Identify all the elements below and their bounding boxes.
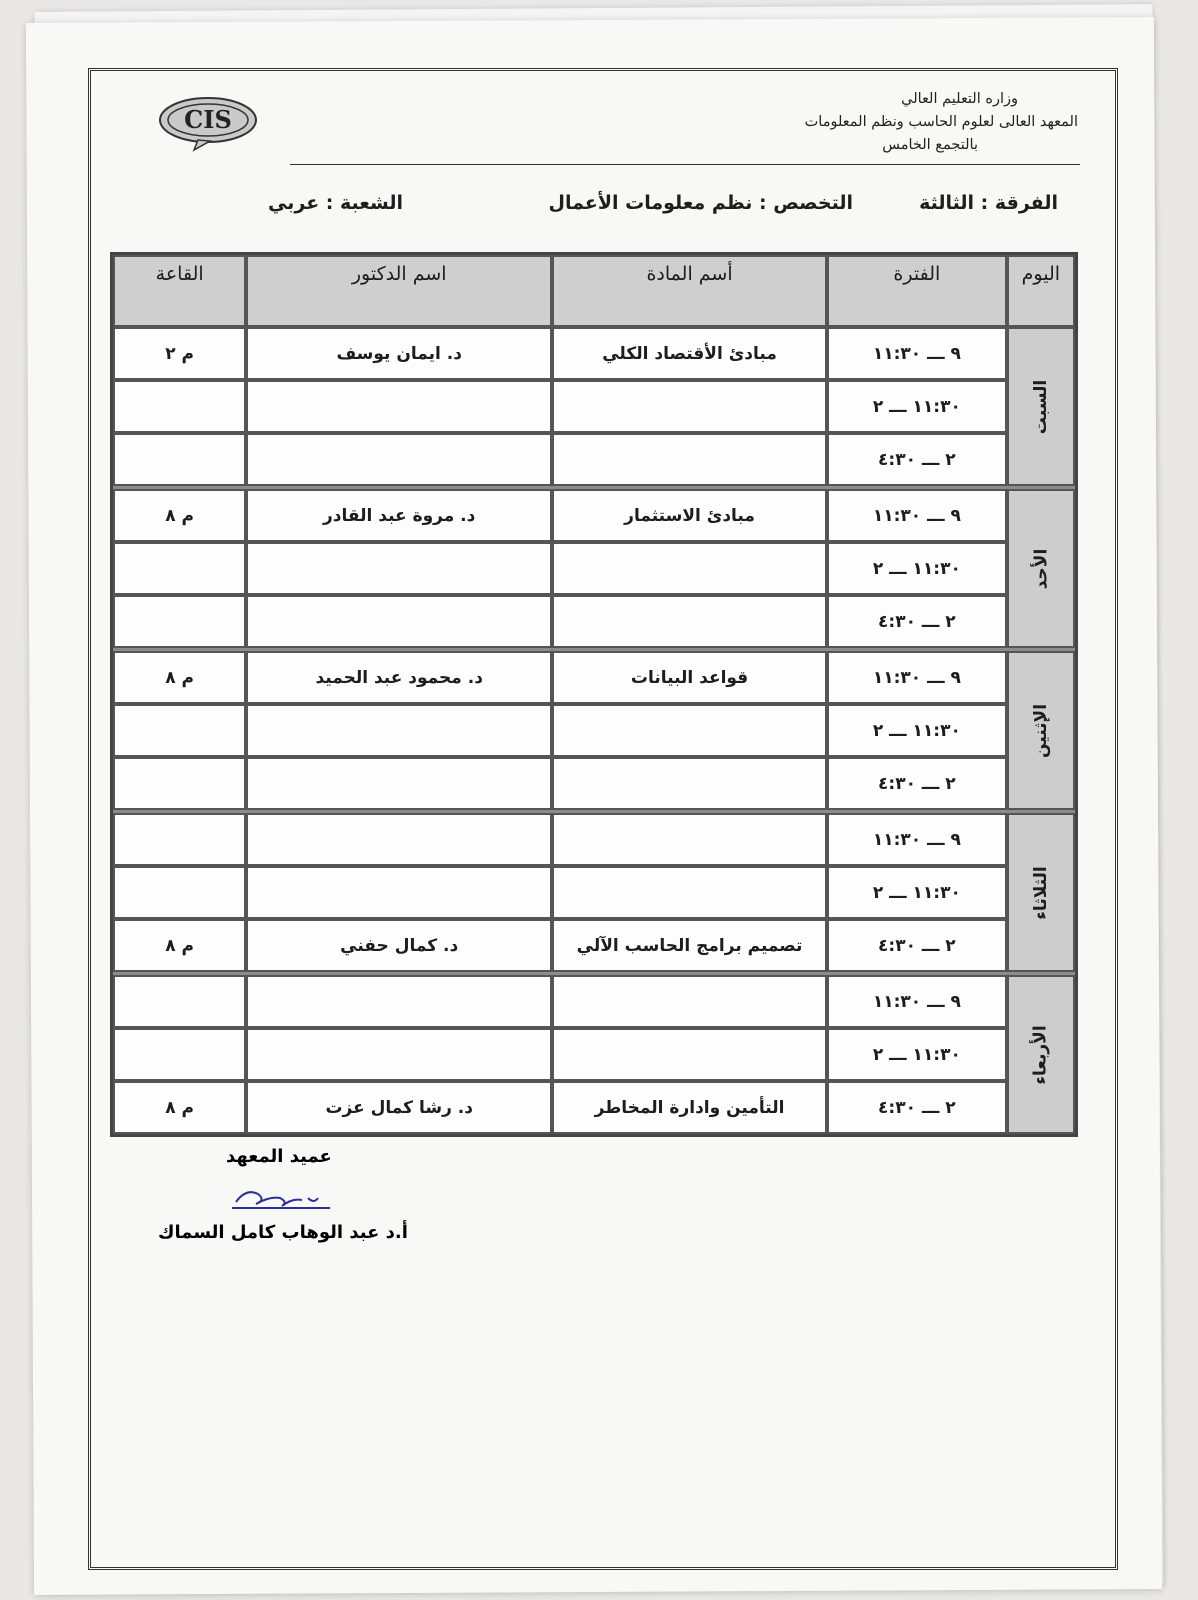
specialization-label: التخصص : نظم معلومات الأعمال [548, 192, 853, 214]
period-cell: ٢ ـــ ٤:٣٠ [827, 757, 1007, 810]
doctor-cell: د. ايمان يوسف [246, 327, 552, 380]
dean-title: عميد المعهد [226, 1146, 332, 1167]
period-cell: ٩ ـــ ١١:٣٠ [827, 813, 1007, 866]
table-row [113, 595, 1075, 648]
header-room: القاعة [113, 255, 246, 327]
subject-cell: قواعد البيانات [552, 651, 827, 704]
section-label: الشعبة : عربي [268, 192, 403, 214]
subject-cell [552, 380, 827, 433]
room-cell [113, 757, 246, 810]
doctor-cell: د. محمود عبد الحميد [246, 651, 552, 704]
period-cell: ٩ ـــ ١١:٣٠ [827, 651, 1007, 704]
period-cell: ٢ ـــ ٤:٣٠ [827, 433, 1007, 486]
day-cell [1007, 651, 1075, 810]
doctor-cell [246, 866, 552, 919]
room-cell: م ٢ [113, 327, 246, 380]
period-cell: ٩ ـــ ١١:٣٠ [827, 975, 1007, 1028]
subject-cell [552, 975, 827, 1028]
room-cell: م ٨ [113, 919, 246, 972]
room-cell [113, 380, 246, 433]
dean-signature [226, 1178, 336, 1214]
period-cell: ١١:٣٠ ـــ ٢ [827, 704, 1007, 757]
table-row [113, 327, 1075, 380]
doctor-cell [246, 542, 552, 595]
subject-cell [552, 704, 827, 757]
table-row [113, 1081, 1075, 1134]
table-row [113, 866, 1075, 919]
subject-cell [552, 757, 827, 810]
header-doctor: اسم الدكتور [246, 255, 552, 327]
doctor-cell: د. كمال حفني [246, 919, 552, 972]
subject-cell [552, 595, 827, 648]
day-cell [1007, 489, 1075, 648]
institute-location: بالتجمع الخامس [882, 137, 978, 153]
table-row [113, 380, 1075, 433]
period-cell: ٢ ـــ ٤:٣٠ [827, 595, 1007, 648]
period-cell: ١١:٣٠ ـــ ٢ [827, 380, 1007, 433]
subject-cell: مبادئ الأقتصاد الكلي [552, 327, 827, 380]
subject-cell: تصميم برامج الحاسب الآلي [552, 919, 827, 972]
subject-cell [552, 433, 827, 486]
subject-cell: مبادئ الاستثمار [552, 489, 827, 542]
doctor-cell [246, 704, 552, 757]
logo-text: CIS [184, 105, 232, 134]
doctor-cell [246, 813, 552, 866]
subject-cell: التأمين وادارة المخاطر [552, 1081, 827, 1134]
institution-header [658, 88, 1078, 157]
period-cell: ٢ ـــ ٤:٣٠ [827, 919, 1007, 972]
period-cell: ٩ ـــ ١١:٣٠ [827, 489, 1007, 542]
dean-name: أ.د عبد الوهاب كامل السماك [158, 1222, 408, 1243]
subject-cell [552, 813, 827, 866]
table-row [113, 651, 1075, 704]
doctor-cell: د. رشا كمال عزت [246, 1081, 552, 1134]
doctor-cell [246, 975, 552, 1028]
subject-cell [552, 866, 827, 919]
doctor-cell: د. مروة عبد القادر [246, 489, 552, 542]
room-cell [113, 866, 246, 919]
table-header-row [113, 255, 1075, 327]
day-name: الأحد [1030, 548, 1051, 589]
cis-logo [158, 92, 262, 152]
period-cell: ٢ ـــ ٤:٣٠ [827, 1081, 1007, 1134]
period-cell: ٩ ـــ ١١:٣٠ [827, 327, 1007, 380]
schedule-body [113, 327, 1075, 1134]
table-row [113, 919, 1075, 972]
day-name: الإثنين [1030, 703, 1051, 758]
table-row [113, 975, 1075, 1028]
period-cell: ١١:٣٠ ـــ ٢ [827, 1028, 1007, 1081]
doctor-cell [246, 380, 552, 433]
subject-cell [552, 542, 827, 595]
room-cell [113, 813, 246, 866]
room-cell [113, 433, 246, 486]
table-row [113, 704, 1075, 757]
room-cell: م ٨ [113, 489, 246, 542]
year-label: الفرقة : الثالثة [919, 192, 1058, 214]
room-cell [113, 975, 246, 1028]
table-row [113, 813, 1075, 866]
table-row [113, 1028, 1075, 1081]
table-row [113, 433, 1075, 486]
table-row [113, 757, 1075, 810]
room-cell [113, 1028, 246, 1081]
institute-name: المعهد العالى لعلوم الحاسب ونظم المعلومات [804, 114, 1078, 130]
room-cell [113, 542, 246, 595]
period-cell: ١١:٣٠ ـــ ٢ [827, 866, 1007, 919]
room-cell [113, 704, 246, 757]
header-period: الفترة [827, 255, 1007, 327]
doctor-cell [246, 1028, 552, 1081]
table-row [113, 489, 1075, 542]
header-divider [290, 164, 1080, 165]
period-cell: ١١:٣٠ ـــ ٢ [827, 542, 1007, 595]
header-day: اليوم [1007, 255, 1075, 327]
subject-cell [552, 1028, 827, 1081]
room-cell: م ٨ [113, 1081, 246, 1134]
day-cell [1007, 813, 1075, 972]
room-cell [113, 595, 246, 648]
day-cell [1007, 327, 1075, 486]
doctor-cell [246, 595, 552, 648]
table-row [113, 542, 1075, 595]
ministry-name: وزاره التعليم العالي [901, 91, 1018, 107]
header-subject: أسم المادة [552, 255, 827, 327]
day-name: السبت [1030, 379, 1051, 434]
doctor-cell [246, 757, 552, 810]
schedule-table [110, 252, 1078, 1137]
day-name: الثلاثاء [1030, 865, 1051, 920]
doctor-cell [246, 433, 552, 486]
day-cell [1007, 975, 1075, 1134]
day-name: الأربعاء [1030, 1024, 1051, 1085]
room-cell: م ٨ [113, 651, 246, 704]
